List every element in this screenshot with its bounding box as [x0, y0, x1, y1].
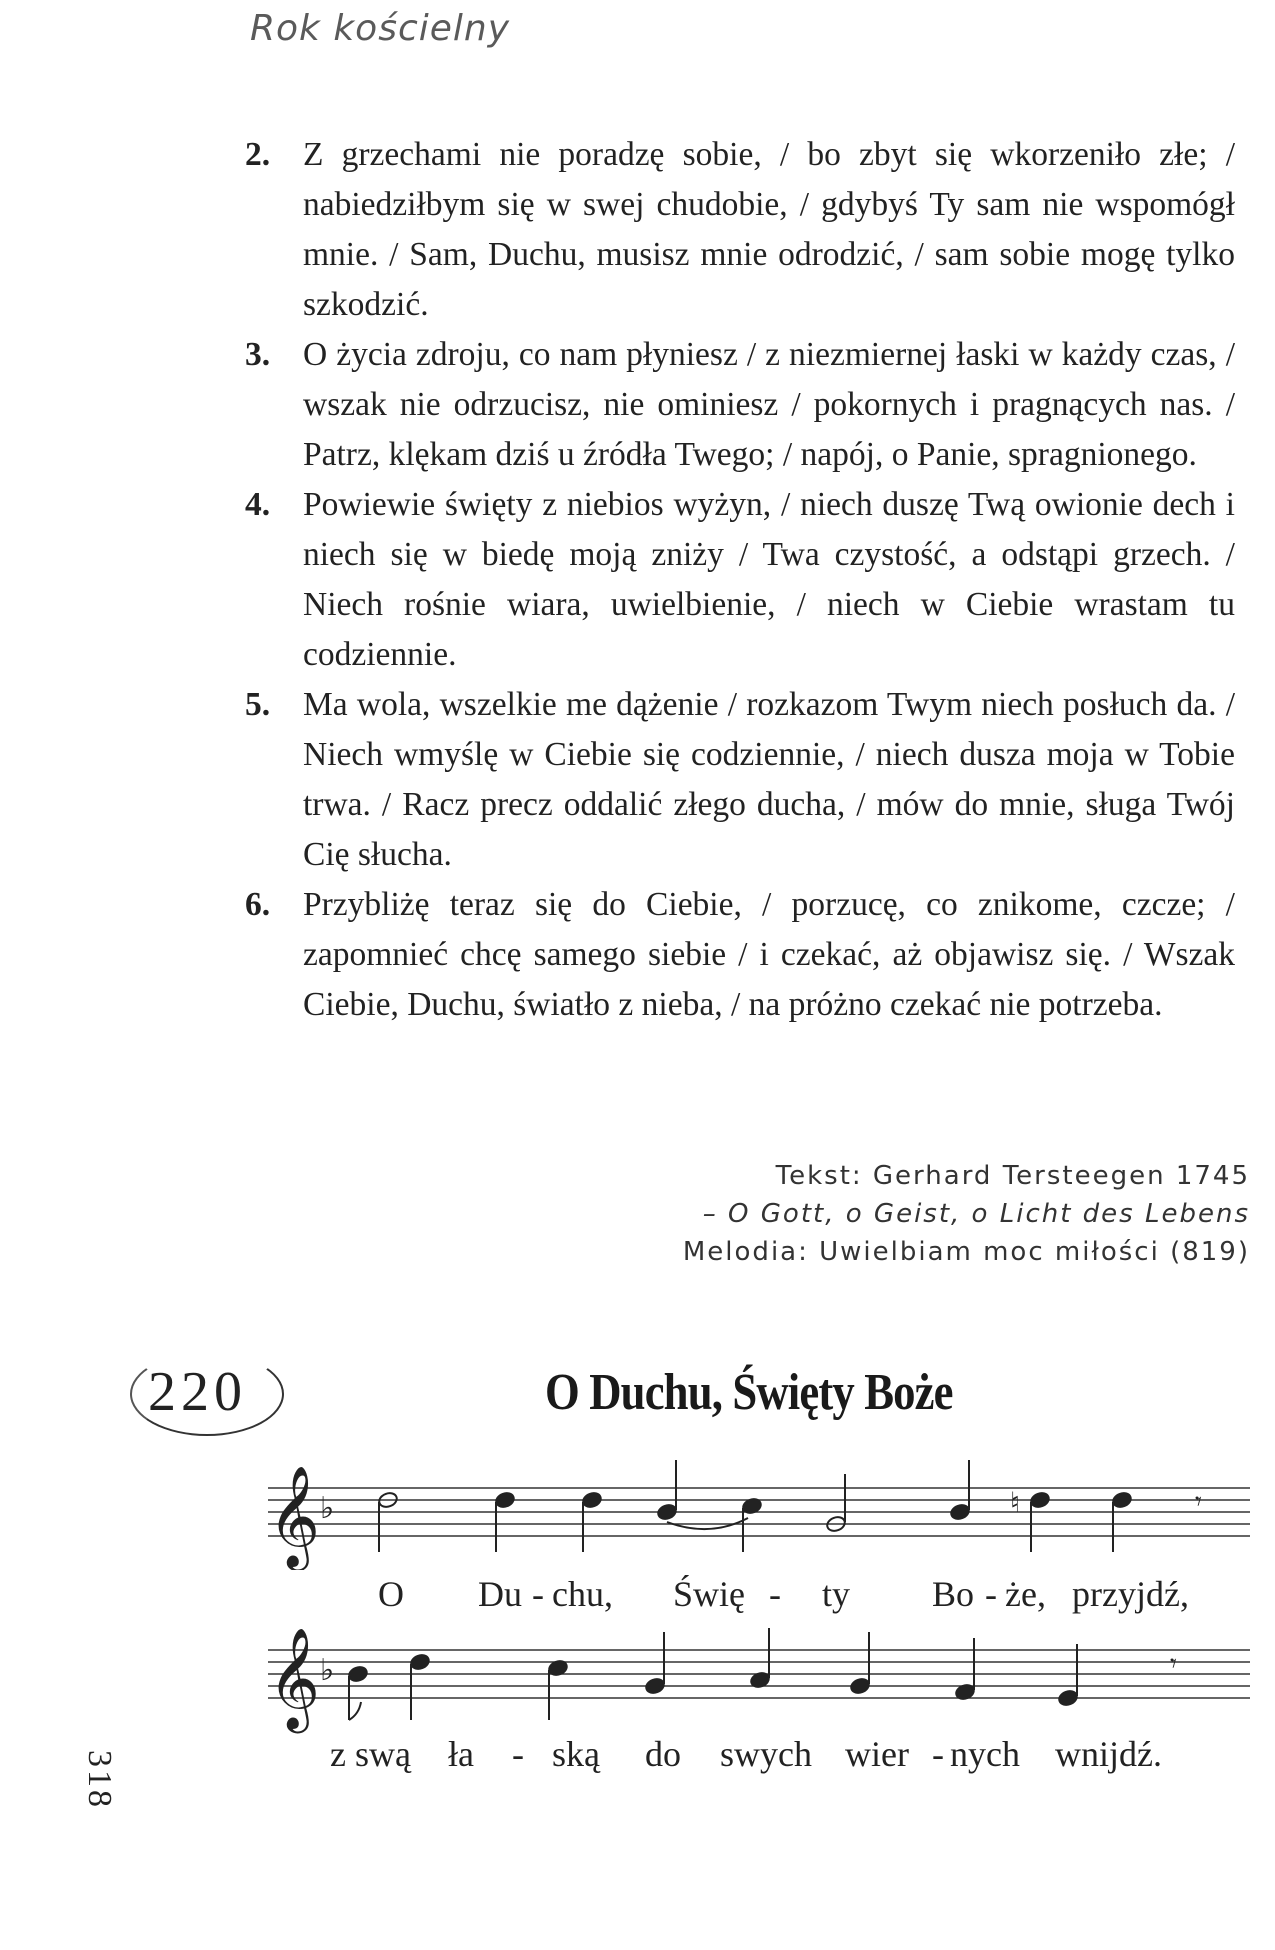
- verse-number: 2.: [245, 136, 271, 173]
- running-head: Rok kościelny: [250, 8, 511, 49]
- lyric-syllable: ską: [552, 1734, 600, 1774]
- lyric-syllable: Du: [478, 1574, 522, 1614]
- note: [1029, 1491, 1050, 1509]
- note: [347, 1665, 368, 1683]
- natural-sign-icon: ♮: [1010, 1486, 1021, 1519]
- note: [581, 1491, 602, 1509]
- lyric-syllable: chu,: [552, 1574, 613, 1614]
- verse-6: [245, 880, 1235, 1030]
- lyric-hyphen: -: [985, 1574, 997, 1614]
- note: [644, 1677, 665, 1695]
- lyric-syllable: przyjdź,: [1072, 1574, 1189, 1614]
- lyric-syllable: ła: [448, 1734, 474, 1774]
- verse-number: 5.: [245, 686, 271, 723]
- lyric-hyphen: -: [932, 1734, 944, 1774]
- credit-source-title: – O Gott, o Geist, o Licht des Lebens: [702, 1199, 1250, 1229]
- music-staff-1: [0, 1460, 1275, 1570]
- hymn-219-verses: [245, 130, 1235, 1030]
- verse-text: Z grzechami nie poradzę sobie, / bo zbyt się wkorzeniło złe; / nabiedziłbym się w swej chudobie, / gdybyś Ty sam nie wspomógł mnie. / Sam, Duchu, musisz mnie odrodzić, / sam sobie mogę tylko szkodzić.: [303, 136, 1235, 323]
- note: [494, 1491, 515, 1509]
- verse-3: [245, 330, 1235, 480]
- lyric-syllable: wnijdź.: [1055, 1734, 1162, 1774]
- lyric-hyphen: -: [532, 1574, 544, 1614]
- lyric-syllable: swych: [720, 1734, 812, 1774]
- lyric-syllable: Bo: [932, 1574, 975, 1614]
- verse-text: Przybliżę teraz się do Ciebie, / porzucę, co znikome, czcze; / zapomnieć chcę samego siebie / i czekać, aż objawisz się. / Wszak Ciebie, Duchu, światło z nieba, / na próżno czekać nie potrzeba.: [303, 886, 1235, 1023]
- lyric-syllable: do: [645, 1734, 681, 1774]
- note: [949, 1503, 970, 1521]
- verse-4: [245, 480, 1235, 680]
- verse-text: O życia zdroju, co nam płyniesz / z niezmiernej łaski w każdy czas, / wszak nie odrzucisz, nie ominiesz / pokornych i pragnących nas. / Patrz, klękam dziś u źródła Twego; / napój, o Panie, spragnionego.: [303, 336, 1235, 473]
- lyrics-line-2: [0, 1733, 1275, 1783]
- rest-icon: 𝄾: [1195, 1487, 1202, 1517]
- verse-2: [245, 130, 1235, 330]
- hymn-number-badge: [130, 1352, 284, 1436]
- lyric-syllable: nych: [950, 1734, 1020, 1774]
- note: [849, 1677, 870, 1695]
- rest-icon: 𝄾: [1170, 1649, 1177, 1679]
- credits: [550, 1157, 1250, 1271]
- treble-clef-icon: 𝄞: [268, 1626, 321, 1729]
- verse-number: 4.: [245, 486, 271, 523]
- verse-text: Powiewie święty z niebios wyżyn, / niech duszę Twą owionie dech i niech się w biedę moją zniży / Twa czystość, a odstąpi grzech. / Niech rośnie wiara, uwielbienie, / niech w Ciebie wrastam tu codziennie.: [303, 486, 1235, 673]
- lyric-syllable: Świę: [673, 1574, 745, 1614]
- verse-number: 6.: [245, 886, 271, 923]
- hymn-title: O Duchu, Święty Boże: [545, 1364, 953, 1421]
- lyric-hyphen: -: [769, 1574, 781, 1614]
- flat-sign-icon: ♭: [320, 1491, 335, 1526]
- credit-text-author: Tekst: Gerhard Tersteegen 1745: [775, 1161, 1250, 1191]
- verse-5: [245, 680, 1235, 880]
- note: [1111, 1491, 1132, 1509]
- page-number: 318: [81, 1750, 118, 1810]
- note: [409, 1653, 430, 1671]
- lyric-syllable: O: [378, 1574, 404, 1614]
- lyrics-line-1: [0, 1573, 1275, 1623]
- lyric-syllable: ty: [822, 1574, 851, 1614]
- lyric-syllable: że,: [1005, 1574, 1046, 1614]
- credit-melody: Melodia: Uwielbiam moc miłości (819): [682, 1237, 1250, 1267]
- lyric-syllable: wier: [845, 1734, 909, 1774]
- note: [1057, 1689, 1078, 1707]
- verse-text: Ma wola, wszelkie me dążenie / rozkazom Twym niech posłuch da. / Niech wmyślę w Ciebie się codziennie, / niech dusza moja w Tobie trwa. / Racz precz oddalić złego ducha, / mów do mnie, sługa Twój Cię słucha.: [303, 686, 1235, 873]
- lyric-hyphen: -: [512, 1734, 524, 1774]
- music-staff-2: [0, 1620, 1275, 1735]
- lyric-syllable: z swą: [330, 1734, 411, 1774]
- verse-number: 3.: [245, 336, 271, 373]
- hymn-number: 220: [148, 1361, 247, 1423]
- treble-clef-icon: 𝄞: [268, 1464, 321, 1567]
- flat-sign-icon: ♭: [320, 1653, 335, 1688]
- note: [656, 1503, 677, 1521]
